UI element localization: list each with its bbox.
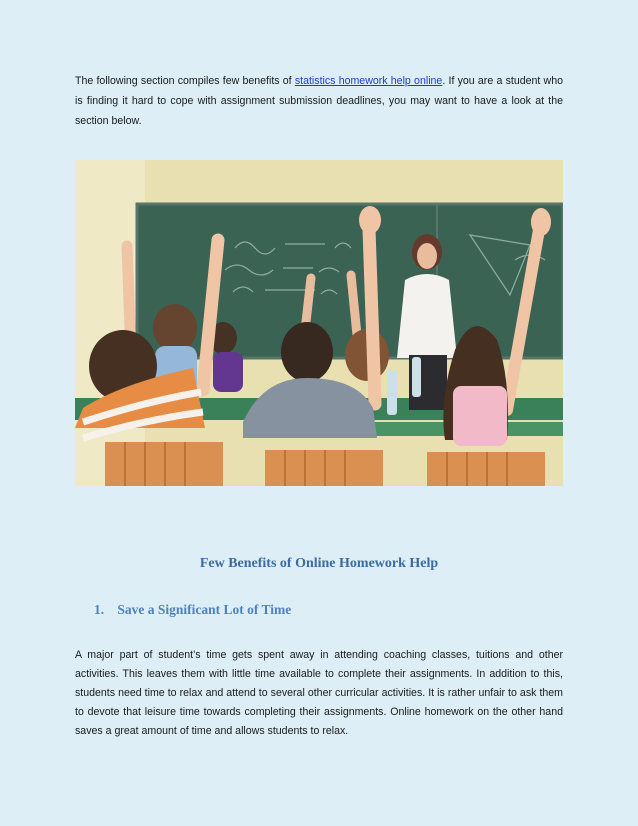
classroom-photo bbox=[75, 160, 563, 486]
section-heading: Few Benefits of Online Homework Help bbox=[199, 556, 439, 571]
body-paragraph: A major part of student’s time gets spent away in attending coaching classes, tuitions and other activities. This leaves them with little time available to complete their assignments. In addition to this, students need time to relax and attend to several other curricular activities. It is rather unfair to ask them to devote that leisure time towards completing their assignments. Online homework on the other hand saves a great amount of time and allows students to relax. bbox=[75, 649, 563, 737]
intro-paragraph bbox=[75, 71, 563, 131]
statistics-homework-link[interactable]: statistics homework help online bbox=[294, 75, 443, 87]
subheading-save-time bbox=[94, 602, 291, 618]
intro-text-start: The following section compiles few benefits of bbox=[75, 75, 295, 87]
subheading-title: Save a Significant Lot of Time bbox=[117, 602, 292, 617]
list-number: 1. bbox=[94, 602, 105, 617]
intro-text-end: . If you are a student who is finding it hard to cope with assignment submission deadlines, you may want to have a look at the section below. bbox=[75, 75, 563, 127]
